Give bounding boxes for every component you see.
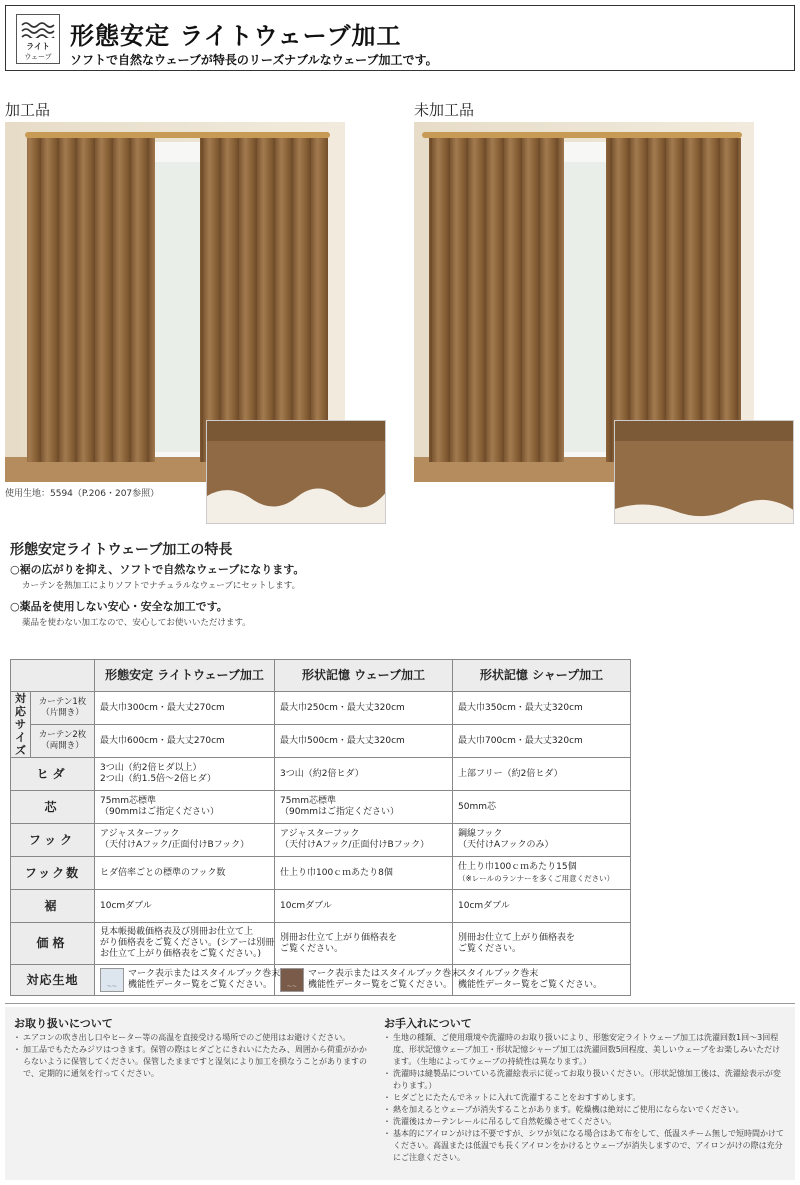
spec-table — [10, 659, 631, 996]
cell: 10cmダブル — [275, 890, 453, 923]
row-label-suso: 裾 — [11, 890, 95, 923]
size-row-label: 対 応 サ イ ズ — [11, 692, 31, 758]
feature-2-head: ○薬品を使用しない安心・安全な加工です。 — [10, 600, 228, 613]
maintenance-title: お手入れについて — [384, 1017, 472, 1030]
cell: アジャスターフック （天付けAフック/正面付けBフック） — [275, 824, 453, 857]
cell: 10cmダブル — [453, 890, 631, 923]
cell: 鋼線フック （天付けAフックのみ） — [453, 824, 631, 857]
list-item: ・ 洗濯後はカーテンレールに吊るして自然乾燥させてください。 — [384, 1116, 788, 1128]
cell: 上部フリー（約2倍ヒダ） — [453, 758, 631, 791]
table-row — [11, 890, 631, 923]
wave-icon — [21, 20, 55, 38]
list-item: ・ エアコンの吹き出し口やヒーター等の高温を直接受ける場所でのご使用はお避けください。 — [14, 1032, 372, 1044]
cell: スタイルブック巻末 機能性データー覧をご覧ください。 — [453, 965, 631, 996]
cell: ヒダ倍率ごとの標準のフック数 — [95, 857, 275, 890]
table-corner — [11, 660, 95, 692]
table-row — [11, 791, 631, 824]
table-row — [11, 692, 631, 725]
cell: 3つ山（約2倍ヒダ以上） 2つ山（約1.5倍～2倍ヒダ） — [95, 758, 275, 791]
processed-label: 加工品 — [5, 101, 51, 119]
row-label-hookcount: フック数 — [11, 857, 95, 890]
table-row — [11, 824, 631, 857]
unprocessed-hem-closeup — [614, 420, 794, 524]
care-divider — [5, 1003, 795, 1004]
feature-2-desc: 薬品を使わない加工なので、安心してお使いいただけます。 — [22, 618, 251, 628]
list-item: ・ ヒダごとにたたんでネットに入れて洗濯することをおすすめします。 — [384, 1092, 788, 1104]
cell: 見本帳掲載価格表及び別冊お仕立て上 がり価格表をご覧ください。(シアーは別冊 お仕立て上がり価格表をご覧ください。) — [95, 923, 275, 965]
list-item: ・ 洗濯時は縫製品についている洗濯絵表示に従ってお取り扱いください。（形状記憶加工後は、洗濯絵表示が変わります。） — [384, 1068, 788, 1092]
cell: 最大巾350cm・最大丈320cm — [453, 692, 631, 725]
cell: 75mm芯標準 （90mmはご指定ください） — [95, 791, 275, 824]
row-label-price: 価格 — [11, 923, 95, 965]
header-light-wave: 形態安定 ライトウェーブ加工 — [95, 660, 275, 692]
logo-label-light: ライト — [26, 42, 50, 51]
page-subtitle: ソフトで自然なウェーブが特長のリーズナブルなウェーブ加工です。 — [70, 53, 438, 67]
light-wave-logo — [16, 14, 60, 64]
list-item: ・ 基本的にアイロンがけは不要ですが、シワが気になる場合はあて布をして、低温スチーム無しで短時間かけてください。高温または低温でも長くアイロンをかけるとウェーブが消失しますので、アイロンがけの際は充分にご注意ください。 — [384, 1128, 788, 1164]
cell: アジャスターフック （天付けAフック/正面付けBフック） — [95, 824, 275, 857]
header-memory-wave: 形状記憶 ウェーブ加工 — [275, 660, 453, 692]
logo-label-wave: ウェーブ — [24, 53, 52, 61]
cell: 75mm芯標準 （90mmはご指定ください） — [275, 791, 453, 824]
processed-hem-closeup — [206, 420, 386, 524]
cell: 最大巾500cm・最大丈320cm — [275, 725, 453, 758]
table-row — [11, 857, 631, 890]
row-label-hook: フック — [11, 824, 95, 857]
memory-wave-mark-icon: 〜〜 — [280, 968, 304, 992]
one-panel-label: カーテン1枚 （片開き） — [31, 692, 95, 725]
cell: 別冊お仕立て上がり価格表を ご覧ください。 — [275, 923, 453, 965]
cell: 別冊お仕立て上がり価格表を ご覧ください。 — [453, 923, 631, 965]
list-item: ・ 熱を加えるとウェーブが消失することがあります。乾燥機は絶対にご使用にならないでください。 — [384, 1104, 788, 1116]
usage-fabric-note: 使用生地：5594（P.206・207参照） — [5, 489, 160, 499]
cell: 最大巾300cm・最大丈270cm — [95, 692, 275, 725]
unprocessed-label: 未加工品 — [414, 101, 475, 119]
two-panel-label: カーテン2枚 （両開き） — [31, 725, 95, 758]
page-title: 形態安定 ライトウェーブ加工 — [70, 22, 402, 50]
handling-title: お取り扱いについて — [14, 1017, 113, 1030]
cell: 〜〜 マーク表示またはスタイルブック巻末 機能性データー覧をご覧ください。 — [275, 965, 453, 996]
header-box — [5, 5, 795, 71]
feature-1-desc: カーテンを熱加工によりソフトでナチュラルなウェーブにセットします。 — [22, 581, 301, 591]
feature-1-head: ○裾の広がりを抑え、ソフトで自然なウェーブになります。 — [10, 563, 305, 576]
cell: 50mm芯 — [453, 791, 631, 824]
row-label-fabric: 対応生地 — [11, 965, 95, 996]
cell: 3つ山（約2倍ヒダ） — [275, 758, 453, 791]
table-row — [11, 965, 631, 996]
cell: 仕上り巾100ｃｍあたり15個 （※レールのランナーを多くご用意ください） — [453, 857, 631, 890]
table-row — [11, 923, 631, 965]
cell: 最大巾700cm・最大丈320cm — [453, 725, 631, 758]
features-title: 形態安定ライトウェーブ加工の特長 — [10, 542, 233, 558]
cell: 10cmダブル — [95, 890, 275, 923]
list-item: ・ 生地の種類、ご使用環境や洗濯時のお取り扱いにより、形態安定ライトウェーブ加工は洗濯回数1回～3回程度、形状記憶ウェーブ加工・形状記憶シャープ加工は洗濯回数5回程度、美しいウェーブをお楽しみいただけます。（生地によってウェーブの持続性は異なります。） — [384, 1032, 788, 1068]
row-label-hida: ヒダ — [11, 758, 95, 791]
light-wave-mark-icon: 〜〜 — [100, 968, 124, 992]
maintenance-list — [384, 1032, 788, 1164]
table-row — [11, 725, 631, 758]
row-label-shin: 芯 — [11, 791, 95, 824]
cell: 最大巾250cm・最大丈320cm — [275, 692, 453, 725]
table-row — [11, 758, 631, 791]
list-item: ・ 加工品でもたたみジワはつきます。保管の際はヒダごとにきれいにたたみ、周囲から荷重がかからないように保管してください。保管したままですと湿気により加工を損なうことがありますので、定期的に通気を行ってください。 — [14, 1044, 372, 1080]
cell: 最大巾600cm・最大丈270cm — [95, 725, 275, 758]
handling-list — [14, 1032, 372, 1080]
cell: 仕上り巾100ｃｍあたり8個 — [275, 857, 453, 890]
header-memory-sharp: 形状記憶 シャープ加工 — [453, 660, 631, 692]
cell: 〜〜 マーク表示またはスタイルブック巻末 機能性データー覧をご覧ください。 — [95, 965, 275, 996]
